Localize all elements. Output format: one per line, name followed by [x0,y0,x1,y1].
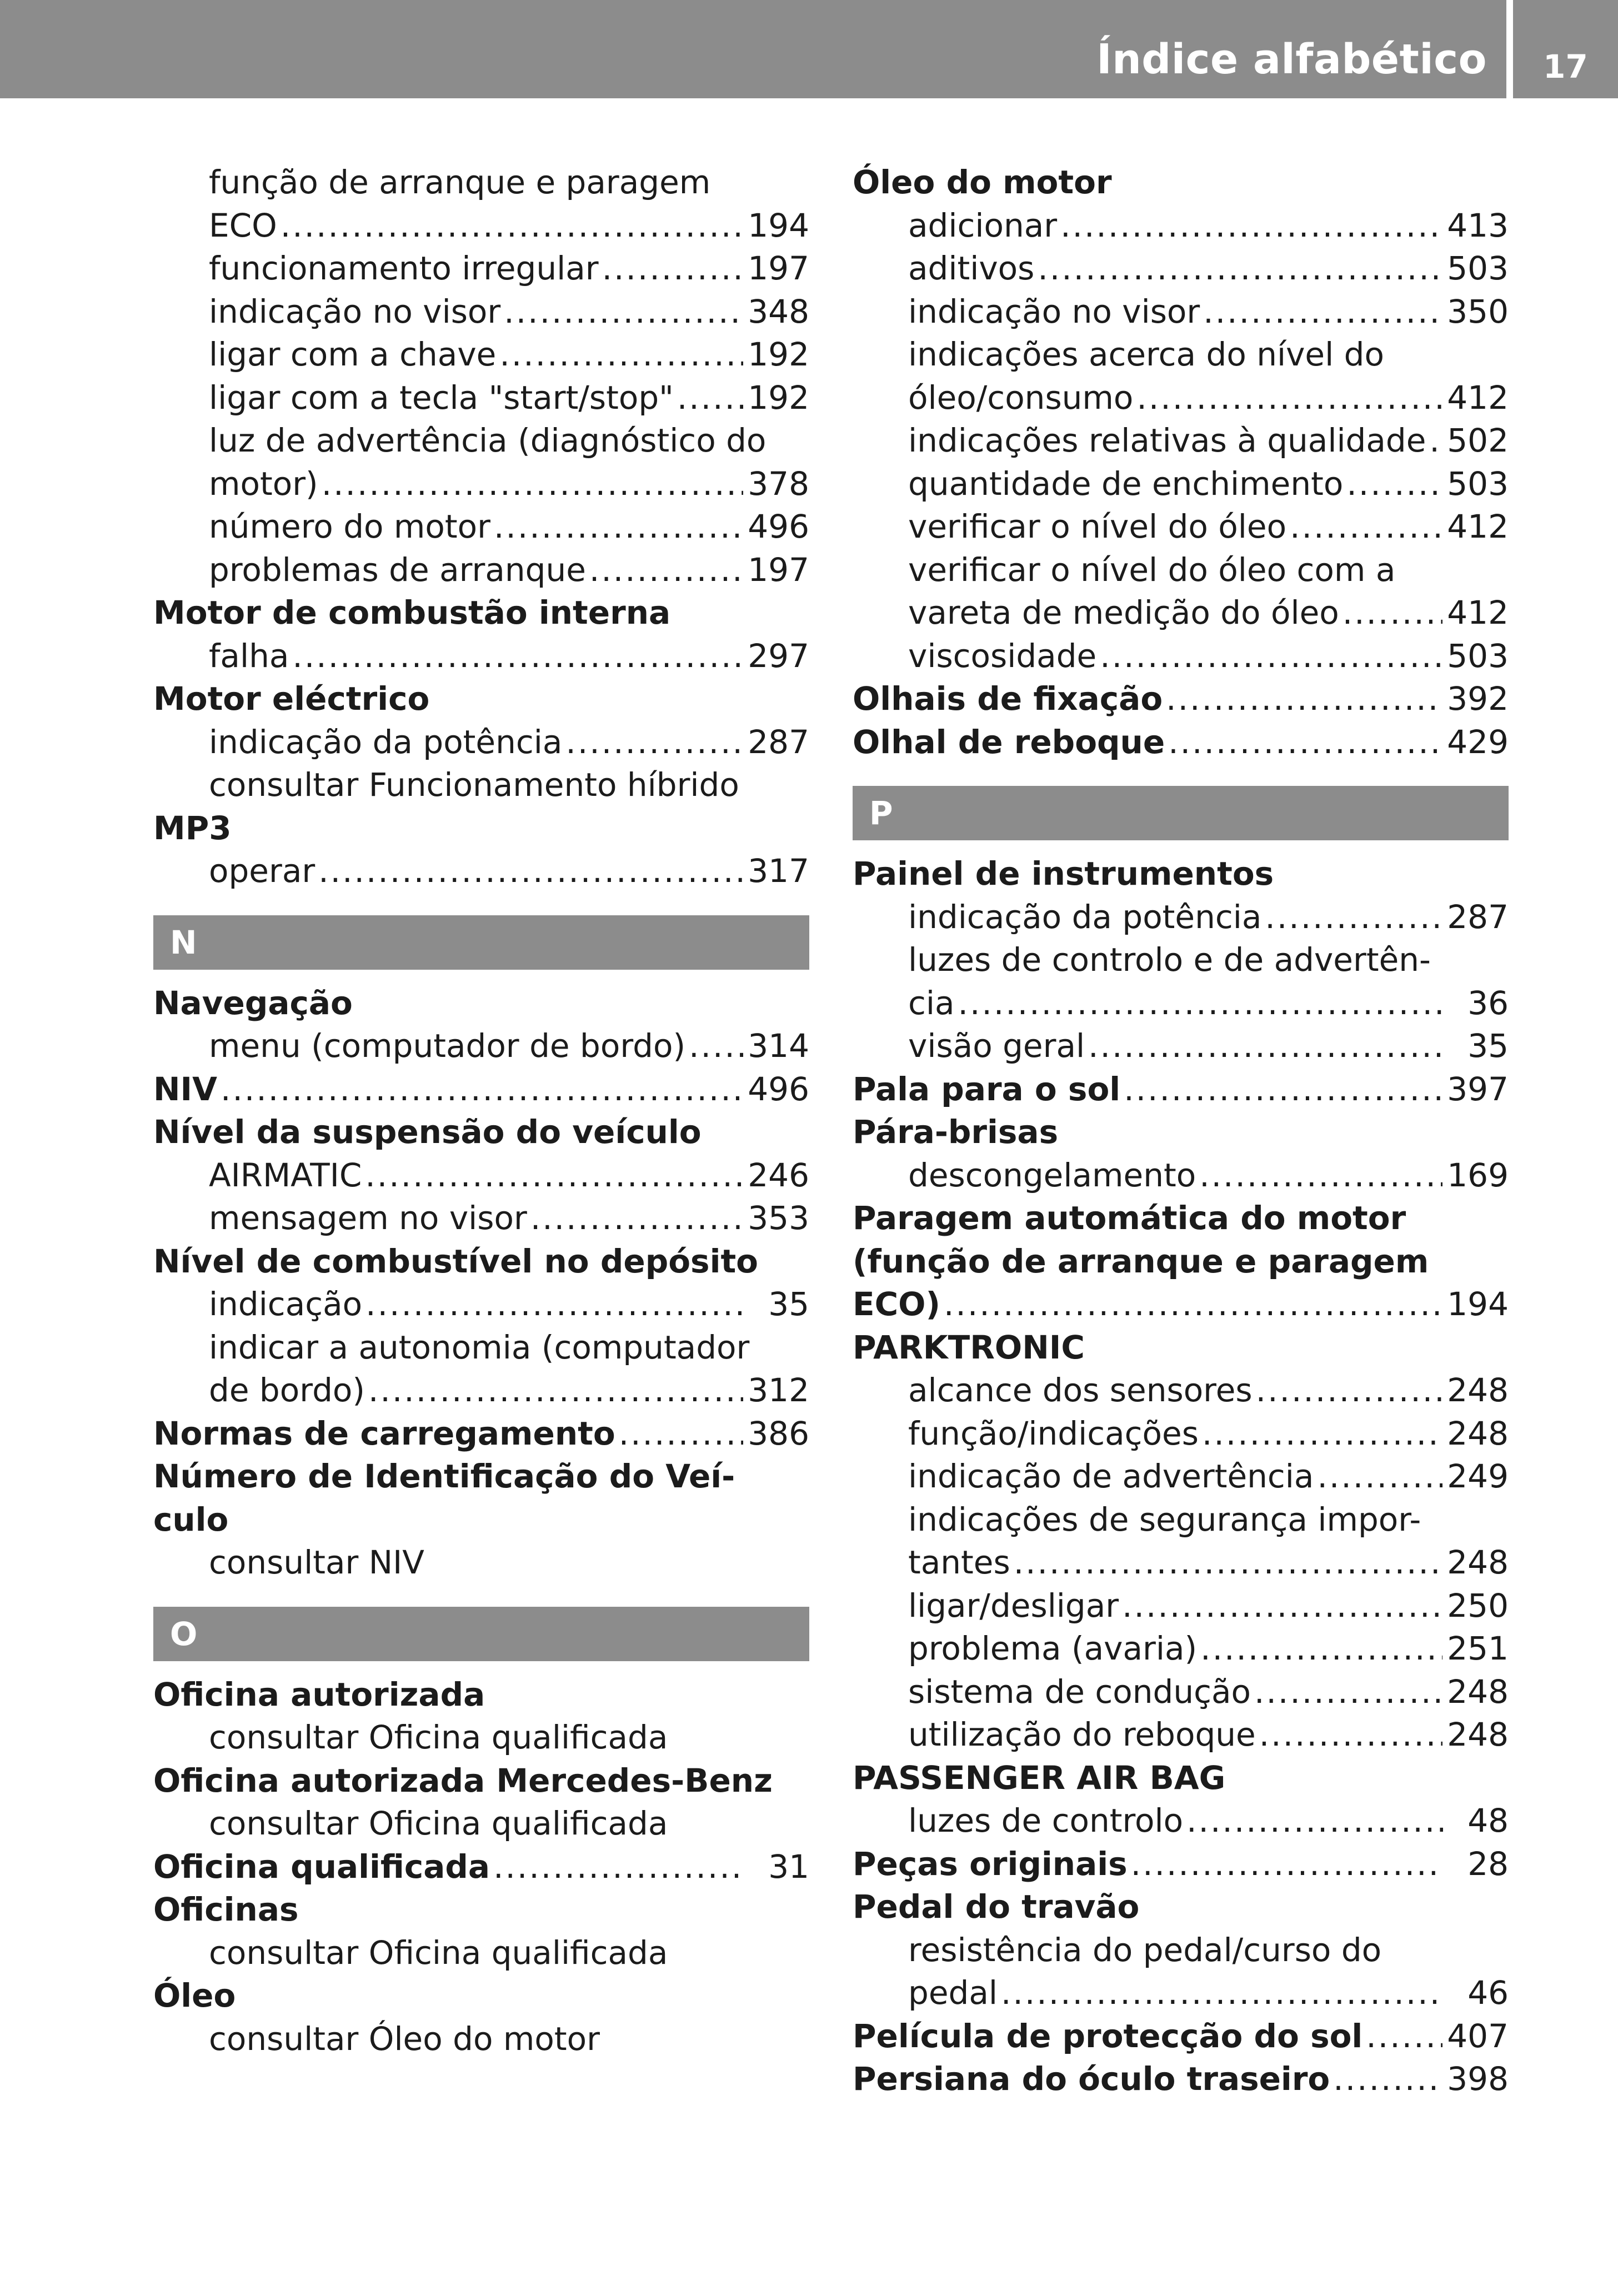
index-subentry [853,591,1509,635]
index-entry [853,678,1509,721]
entry-text: consultar Óleo do motor [209,2019,600,2058]
index-subentry [153,549,809,592]
entry-text: operar [209,852,315,890]
page-reference: 250 [1447,1586,1509,1625]
index-subentry [153,1369,809,1412]
page-reference: 412 [1447,594,1509,631]
section-spacer [153,1585,809,1607]
section-spacer [153,1661,809,1673]
index-entry [153,1888,809,1932]
page-reference: 350 [1447,292,1509,330]
dot-leader [1131,1843,1443,1886]
dot-leader [602,247,744,290]
dot-leader [1290,505,1442,549]
entry-text: Paragem automática do motor [853,1199,1406,1237]
entry-text: sistema de condução [908,1672,1251,1711]
index-subentry [853,1713,1509,1757]
index-column-left [153,161,809,2061]
entry-text: quantidade de enchimento [908,464,1344,503]
entry-text: indicações relativas à qualidade [908,422,1426,459]
entry-text: Oficina qualificada [153,1847,490,1886]
dot-leader [1317,1455,1442,1498]
dot-leader [1168,721,1442,764]
index-subentry [853,247,1509,290]
dot-leader [1060,204,1442,248]
page-reference: 251 [1447,1630,1509,1667]
entry-text: culo [153,1500,229,1538]
entry-text: consultar Oficina qualificada [209,1804,668,1842]
letter-section-header: P [853,786,1509,840]
entry-text: Peças originais [853,1844,1128,1883]
section-spacer [153,893,809,915]
index-subentry [153,161,809,204]
entry-text: Pedal do travão [853,1888,1140,1926]
page-reference: 502 [1447,422,1509,459]
page-reference: 413 [1447,206,1509,244]
page-reference: 348 [748,292,809,330]
entry-text: ligar/desligar [908,1586,1119,1625]
dot-leader [1199,1154,1442,1197]
index-entry [153,591,809,635]
entry-text: indicações acerca do nível do [908,335,1384,373]
entry-text: verificar o nível do óleo [908,508,1287,545]
index-entry [853,853,1509,896]
page-reference: 192 [748,335,809,373]
index-subentry [853,333,1509,377]
page-reference: 48 [1467,1802,1509,1839]
page-reference: 36 [1467,984,1509,1022]
entry-text: aditivos [908,249,1035,287]
entry-text: luzes de controlo e de advertên- [908,941,1431,979]
section-spacer [153,970,809,982]
page-reference: 248 [1447,1672,1509,1711]
dot-leader [1202,1412,1442,1456]
entry-text: Pala para o sol [853,1070,1121,1108]
page-reference: 503 [1447,636,1509,675]
entry-text: função/indicações [908,1414,1199,1452]
entry-text: cia [908,984,955,1022]
dot-leader [1346,463,1442,506]
entry-text: tantes [908,1543,1010,1581]
entry-text: Óleo [153,1977,236,2014]
index-subentry [153,635,809,678]
dot-leader [494,505,743,549]
dot-leader [958,982,1443,1025]
index-subentry [853,505,1509,549]
entry-text: utilização do reboque [908,1716,1256,1753]
page-reference: 35 [768,1285,809,1323]
entry-text: Pára-brisas [853,1113,1059,1151]
index-subentry [853,1929,1509,1972]
dot-leader [1259,1713,1443,1757]
page-reference: 194 [748,206,809,244]
index-subentry [853,1541,1509,1585]
page-reference: 386 [748,1414,809,1452]
index-subentry [153,1716,809,1759]
index-entry [153,1240,809,1284]
index-entry [853,1886,1509,1929]
index-entry [853,1240,1509,1284]
dot-leader [1200,1627,1442,1671]
dot-leader [221,1068,743,1111]
dot-leader [504,290,743,334]
dot-leader [368,1369,743,1412]
entry-text: indicações de segurança impor- [908,1500,1421,1538]
entry-text: Número de Identificação do Veí- [153,1457,735,1495]
index-entry [853,1326,1509,1370]
page-reference: 194 [1447,1285,1509,1323]
page-reference: 412 [1447,378,1509,417]
entry-text: consultar Funcionamento híbrido [209,766,739,804]
entry-text: ligar com a tecla "start/stop" [209,378,674,417]
dot-leader [689,1025,743,1068]
page-reference: 314 [748,1027,809,1065]
index-entry [853,1111,1509,1154]
page-reference: 398 [1447,2060,1509,2098]
page-reference: 503 [1447,464,1509,503]
dot-leader [1203,290,1442,334]
entry-text: indicação de advertência [908,1457,1314,1495]
entry-text: consultar NIV [209,1543,424,1581]
index-subentry [153,2018,809,2061]
entry-text: resistência do pedal/curso do [908,1931,1382,1969]
entry-text: alcance dos sensores [908,1371,1253,1409]
dot-leader [322,463,744,506]
page-reference: 407 [1447,2017,1509,2055]
index-subentry [853,896,1509,939]
index-subentry [853,1671,1509,1714]
entry-text: problemas de arranque [209,550,586,589]
entry-text: Óleo do motor [853,163,1112,201]
entry-text: vareta de medição do óleo [908,594,1339,631]
page-reference: 248 [1447,1371,1509,1409]
index-entry [853,1283,1509,1326]
entry-text: de bordo) [209,1371,365,1409]
page-reference: 46 [1467,1974,1509,2012]
entry-text: consultar Oficina qualificada [209,1933,668,1972]
dot-leader [1166,678,1442,721]
entry-text: PASSENGER AIR BAG [853,1758,1226,1797]
index-subentry [153,764,809,807]
index-entry [853,2015,1509,2058]
index-subentry [853,1369,1509,1412]
entry-text: Motor eléctrico [153,680,430,718]
index-subentry [853,1972,1509,2015]
index-subentry [853,1799,1509,1843]
entry-text: Película de protecção do sol [853,2017,1363,2055]
dot-leader [530,1197,743,1240]
dot-leader [1256,1369,1443,1412]
page-reference: 429 [1447,723,1509,761]
entry-text: Persiana do óculo traseiro [853,2060,1330,2098]
dot-leader [1186,1799,1443,1843]
entry-text: Olhal de reboque [853,723,1165,761]
index-entry [153,1759,809,1803]
index-subentry [153,505,809,549]
entry-text: MP3 [153,809,232,847]
entry-text: motor) [209,464,318,503]
dot-leader [292,635,743,678]
page-reference: 28 [1467,1844,1509,1883]
index-subentry [153,1154,809,1197]
page-reference: 503 [1447,249,1509,287]
entry-text: PARKTRONIC [853,1328,1085,1366]
index-subentry [153,204,809,248]
entry-text: Normas de carregamento [153,1414,615,1452]
dot-leader [677,377,743,420]
dot-leader [1265,896,1442,939]
page-reference: 496 [748,1070,809,1108]
dot-leader [565,721,743,764]
entry-text: AIRMATIC [209,1156,362,1194]
page-reference: 397 [1447,1070,1509,1108]
entry-text: problema (avaria) [908,1630,1198,1667]
entry-text: Oficina autorizada [153,1675,485,1713]
page-reference: 248 [1447,1716,1509,1753]
index-subentry [853,377,1509,420]
entry-text: falha [209,636,289,675]
dot-leader [1124,1068,1442,1111]
index-entry [153,1498,809,1542]
entry-text: Motor de combustão interna [153,594,671,631]
index-subentry [153,1197,809,1240]
page-reference: 197 [748,550,809,589]
dot-leader [1343,591,1443,635]
page-reference: 248 [1447,1414,1509,1452]
index-entry [153,982,809,1025]
entry-text: Nível da suspensão do veículo [153,1113,702,1151]
page-reference: 197 [748,249,809,287]
dot-leader [365,1154,743,1197]
letter-section-header: N [153,915,809,970]
index-subentry [853,1412,1509,1456]
index-subentry [153,333,809,377]
entry-text: ECO) [853,1285,940,1323]
index-subentry [153,850,809,893]
index-entry [153,678,809,721]
page-reference: 192 [748,378,809,417]
index-entry [853,2058,1509,2101]
index-entry [153,1846,809,1889]
entry-text: Navegação [153,984,353,1022]
dot-leader [493,1846,744,1889]
entry-text: (função de arranque e paragem [853,1242,1429,1280]
entry-text: viscosidade [908,636,1097,675]
entry-text: menu (computador de bordo) [209,1027,686,1065]
index-entry [853,1757,1509,1800]
page-reference: 378 [748,464,809,503]
dot-leader [1429,419,1442,463]
index-subentry [853,1498,1509,1542]
entry-text: consultar Oficina qualificada [209,1718,668,1756]
index-subentry [853,463,1509,506]
index-subentry [853,1025,1509,1068]
dot-leader [1333,2058,1442,2101]
index-subentry [153,1025,809,1068]
entry-text: ligar com a chave [209,335,497,373]
index-entry [853,721,1509,764]
index-subentry [853,204,1509,248]
page-reference: 392 [1447,680,1509,718]
index-subentry [153,1802,809,1846]
page-reference: 287 [748,723,809,761]
page-reference: 248 [1447,1543,1509,1581]
page-title: Índice alfabético [1096,36,1487,83]
entry-text: Painel de instrumentos [853,855,1274,893]
index-subentry [153,247,809,290]
index-subentry [853,290,1509,334]
index-subentry [853,982,1509,1025]
dot-leader [1014,1541,1443,1585]
entry-text: Olhais de fixação [853,680,1163,718]
page-reference: 287 [1447,898,1509,936]
dot-leader [1254,1671,1442,1714]
entry-text: indicação da potência [209,723,563,761]
dot-leader [619,1412,744,1456]
entry-text: luzes de controlo [908,1802,1184,1839]
entry-text: Nível de combustível no depósito [153,1242,759,1280]
entry-text: luz de advertência (diagnóstico do [209,422,767,459]
index-subentry [153,1283,809,1326]
index-entry [853,1843,1509,1886]
index-column-right [853,161,1509,2101]
entry-text: pedal [908,1974,998,2012]
page-reference: 412 [1447,508,1509,545]
dot-leader [1001,1972,1443,2015]
dot-leader [280,204,743,248]
index-subentry [853,635,1509,678]
dot-leader [1088,1025,1443,1068]
index-subentry [153,463,809,506]
index-subentry [853,1455,1509,1498]
index-entry [153,1412,809,1456]
index-entry [153,1673,809,1717]
index-entry [153,807,809,850]
letter-section-header: O [153,1607,809,1661]
entry-text: adicionar [908,206,1058,244]
index-entry [853,161,1509,204]
section-spacer [853,840,1509,853]
entry-text: indicação da potência [908,898,1262,936]
page-reference: 246 [748,1156,809,1194]
index-subentry [153,1541,809,1585]
header-separator [1506,0,1513,98]
index-entry [153,1111,809,1154]
index-subentry [853,1154,1509,1197]
entry-text: visão geral [908,1027,1085,1065]
page-reference: 496 [748,508,809,545]
entry-text: NIV [153,1070,218,1108]
index-subentry [153,721,809,764]
dot-leader [318,850,743,893]
index-subentry [853,419,1509,463]
page-reference: 317 [748,852,809,890]
dot-leader [1122,1585,1442,1628]
entry-text: indicação no visor [209,292,501,330]
entry-text: verificar o nível do óleo com a [908,550,1396,589]
entry-text: função de arranque e paragem [209,163,711,201]
section-spacer [853,764,1509,786]
index-entry [853,1068,1509,1111]
index-subentry [853,939,1509,982]
index-entry [153,1455,809,1498]
entry-text: Oficinas [153,1891,299,1928]
entry-text: indicação [209,1285,363,1323]
entry-text: óleo/consumo [908,378,1134,417]
entry-text: indicação no visor [908,292,1200,330]
index-entry [153,1068,809,1111]
page-reference: 31 [768,1847,809,1886]
index-subentry [153,290,809,334]
index-subentry [853,1585,1509,1628]
page-number: 17 [1543,48,1588,86]
page-reference: 35 [1467,1027,1509,1065]
entry-text: ECO [209,206,277,244]
dot-leader [1100,635,1442,678]
page-reference: 169 [1447,1156,1509,1194]
entry-text: descongelamento [908,1156,1196,1194]
dot-leader [365,1283,744,1326]
index-subentry [153,1932,809,1975]
entry-text: mensagem no visor [209,1199,527,1237]
page-reference: 249 [1447,1457,1509,1495]
dot-leader [944,1283,1442,1326]
page-reference: 353 [748,1199,809,1237]
dot-leader [499,333,743,377]
index-entry [853,1197,1509,1240]
entry-text: funcionamento irregular [209,249,599,287]
page-reference: 297 [748,636,809,675]
index-subentry [153,377,809,420]
index-entry [153,1974,809,2018]
entry-text: indicar a autonomia (computador [209,1328,750,1366]
index-subentry [853,1627,1509,1671]
entry-text: Oficina autorizada Mercedes-Benz [153,1761,773,1799]
page-reference: 312 [748,1371,809,1409]
dot-leader [1366,2015,1442,2058]
entry-text: número do motor [209,508,490,545]
dot-leader [589,549,743,592]
dot-leader [1136,377,1442,420]
index-subentry [153,419,809,463]
dot-leader [1038,247,1442,290]
index-subentry [853,549,1509,592]
index-subentry [153,1326,809,1370]
